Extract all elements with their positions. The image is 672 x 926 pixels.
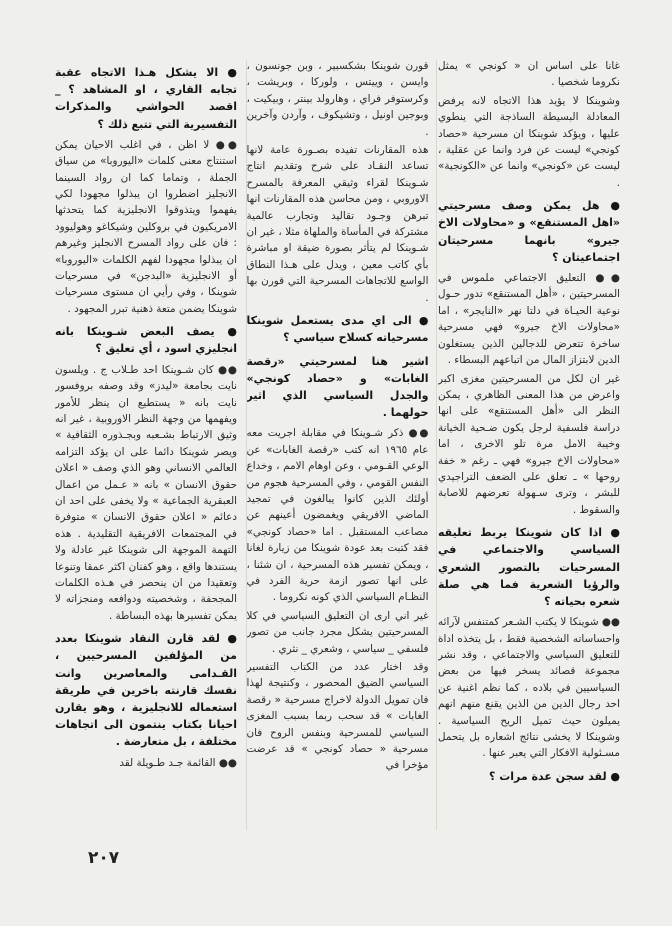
interview-question: ● اذا كان شوينكا يربط تعليقه السياسي والاجتماعي في المسرحيات بالتصور الشعري والرؤيا الشعرية فما هي صلة شعره بحياته ؟ [438,526,620,608]
interview-question: ● هل يمكن وصف مسرحيتي «اهل المستنقع» و «محاولات الاخ جيرو» بانهما مسرحيتان اجتماعيتان ؟ [438,199,620,264]
interview-paragraph: غانا على اساس ان « كونجي » يمثل نكروما شخصيا . [438,60,620,89]
interview-paragraph: وقد اختار عدد من الكتاب التفسير السياسي الضيق المحصور ، وكنتيجة لهذا فان تمويل الدولة لاخراج مسرحية « رقصة الغابات » قد سحب ربما بسبب المغزى السياسي للمسرحية وبنفس الروح فان مسرحية « حصاد كونجي » قد عرضت مؤخرا في [246,661,429,772]
interview-paragraph: ●● لا اظن ، في اغلب الاحيان يمكن استنتاج معنى كلمات «اليوروبا» من سياق الجملة ، وتماما كما ان رواد السينما الانجليز اضطروا ان يبذلوا مجهودا لكي يفهموا ويتذوقوا الانجليزية كما يتحدثها الامريكيون في بروكلين وشيكاغو وهوليوود : فان على رواد المسرح الانجليز وغيرهم ان يبذلوا مجهودا لفهم الكلمات «اليوروبا» أو الانجليزية «البدجن» في مسرحيات شوينكا ، وفي رأيي ان مستوى مسرحيات شوينكا يضمن متعة ذهنية تبرر المجهود . [55,138,237,315]
interview-paragraph: ●● ذكر شـوينكا في مقابلة اجريت معه عام ١٩٦٥ انه كتب «رقصة الغابات» عن الوعي القـومي ، وعن اوهام الامم ، وخداع النفس القومي ، وفي المسرحية هجوم من أولئك الذين كانوا يبالغون في تمجيد الماضي الافريقي ويغمضون أعينهم عن مصاعب المستقبل . اما «حصاد كونجي» فقد كتبت بعد عودة شوينكا من زيارة لغانا ، ويمكن تفسير هذه المسرحية ، ان شئنا ، على انها تصور ازمة حرية الفرد في النظـام السياسي الذي كونه نكروما . [246,427,429,604]
interview-paragraph: قورن شوينكا بشكسبير ، وبن جونسون ، وايسن ، وييتس ، ولوركا ، وبريشت ، وكرستوفر فراي ، وهارولد بينتر ، وبيكيت ، وبوجين اونيل ، وتشيكوف ، وآردن وآخرين . [246,60,429,138]
interview-question: ● يصف البعض شـوينكا بانه انجليزي اسود ، أي تعليق ؟ [55,325,237,356]
column-left [438,58,620,846]
interview-paragraph: هذه المقارنات تفيده بصـورة عامة لانها تساعد النقـاد على شرح وتقديم انتاج شـوينكا لقراء وثيقي المعرفة بالمسرح الاوروبي ، ومن محاسن هذه المقارنات انها تبرهن وجـود تقاليد وتجارب عالمية مشتركة في المأساة والملهاة مثلا ، غير ان شـوينكا لم يتأثر بصورة ضيقة او مباشرة بأي كاتب معين ، ويدل على هـذا النطاق الواسع للاتجاهات المسرحية التي قورن بها . [246,144,429,304]
interview-paragraph: غير ان لكل من المسرحيتين مغزى اكبر واعرض من هذا المعنى الظاهري ، يمكن النظر الى «أهل المستنقع» على انها دراسة فلسفية لرجل يكون ضـحية الخيانة وخيبة الامل مرة تلو الاخرى ، اما «محاولات الاخ جيرو» فهي ـ رغم « خفة روحها » ـ تعلق على الضعف التراجيدي للبشر ، وترى سـهولة تعرضهم للاصابة والسقوط . [438,372,620,516]
interview-paragraph: ●● القائمة جـد طـويلة لقد [119,756,237,769]
interview-paragraph: ●● كان شـوينكا احد طـلاب ج . ويلسون نايت بجامعة «ليدز» وقد وصفه بروفسور نايت بانه « يستطيع ان ينظر للأمور ويفهمها من وجهة النظر الاوروبية ، غير انه وثيق الارتباط بشـعبه وبجـذوره الثقافية » ويصر شوينكا دائما على ان يؤكد التزامه العالمي الانساني وهو الذي وصف « اعلان حقوق الانسان » بانه « عـمل من اعمال العبقرية الجماعية » ولا يخفى على احد ان دعائم « اعلان حقوق الانسان » متوفرة في المجتمعات الافريقية التقليدية . هذه التهمة الموجهة الى شوينكا غير عادلة ولا يستندها واقع ، وهو كفنان اكثر عمقا وتنوعا وتعقيدا من ان ينحصر في هـذه الكلمات المجحفة ، وشخصيته ودوافعه ومنجزاته لا يمكن تفسيرها بهذه البساطة . [55,363,237,622]
column-middle [247,58,429,846]
interview-question: ● لقد سجن عدة مرات ؟ [488,769,620,783]
interview-question: اشير هنا لمسرحيتي «رقصة الغابات» و «حصاد كونجي» والجدل السياسي الذي اثير حولهما . [246,354,429,420]
interview-question: ● الى اي مدى يستعمل شوينكا مسرحياته كسلاح سياسي ؟ [246,314,429,345]
interview-paragraph: ●● شوينكا لا يكتب الشـعر كمتنفس لآرائه واحساساته الشخصية فقط ، بل يتخذه اداة للتعليق السياسي والاجتماعي ، وقد نشر مجموعة قصائد يسخر فيها من بعض السياسيين في بلاده ، كما نظم اغنية عن احد رجال الدين من الذين يقنع منهم انهم يميلون حيث تميل الريح السياسية . وشوينكا لا يخشى نتائج اشعاره بل يتحمل مسـئولية الافكار التي يعبر عنها . [438,616,620,760]
text-columns [55,58,620,846]
interview-paragraph: ●● التعليق الاجتماعي ملموس في المسرحيتين ، «أهل المستنقع» تدور حـول نوعية الحيـاة في دلتا نهر «النايجر» ، اما «محاولات الاخ جيرو» فهي مسرحية ساخرة تتعرض للدجالين الذين يستغلون الدين لابتزاز المال من اتباعهم البسطاء . [438,272,620,367]
interview-paragraph: غير اني ارى ان التعليق السياسي في كلا المسرحيتين يشكل مجرد جانب من تصور فلسفي _ سياسي ، وشعري _ نثري . [246,609,429,655]
interview-question: ● الا يشكل هـذا الاتجاه عقبة تجابه القاري ، او المشاهد ؟ _ اقصد الحواشي والمذكرات التفسيرية التي تتبع ذلك ؟ [55,66,237,131]
column-right [55,58,237,846]
page-number: ٢٠٧ [88,848,120,868]
interview-paragraph: وشوينكا لا يؤيد هذا الاتجاه لانه يرفض المعادلة البسيطة الساذجة التي ينطوي عليها ، ويؤكد شوينكا ان مسرحية «حصاد كونجي» ليست عن فرد وانما عن عقلية ، ليست عن «كونجي» وانما عن «الكونجية» . [438,94,620,189]
interview-question: ● لقد قارن النقاد شوينكا بعدد من المؤلفين المسرحيين ، القـدامى والمعاصرين وانت نفسك قارنته باخرين في طريقة استعماله للانجليزية ، وهو يقارن احيانا بكتاب ينتمون الى اتجاهات مختلفة ، بل متعارضة . [55,632,237,749]
